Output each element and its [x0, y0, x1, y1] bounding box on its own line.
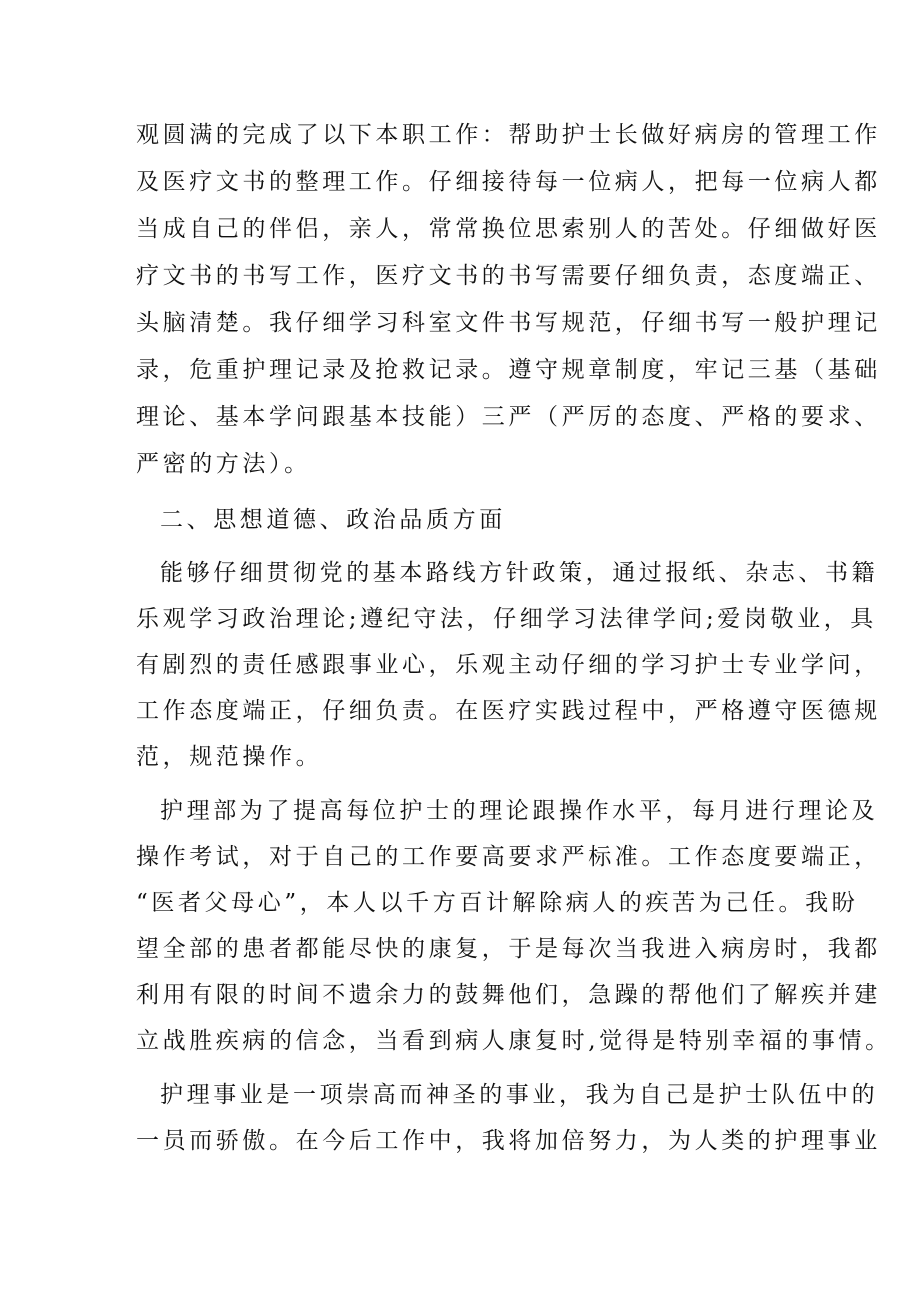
text-line: 范，规范操作。 [136, 744, 323, 770]
text-line: 录，危重护理记录及抢救记录。遵守规章制度，牢记三基（基础 [136, 357, 881, 383]
text-line: 护理事业是一项崇高而神圣的事业，我为自己是护士队伍中的 [160, 1082, 879, 1108]
text-line: 严密的方法）。 [136, 451, 311, 477]
text-line: 工作态度端正，仔细负责。在医疗实践过程中，严格遵守医德规 [136, 698, 881, 724]
text-line: 观圆满的完成了以下本职工作：帮助护士长做好病房的管理工作 [136, 122, 881, 148]
text-line: 操作考试，对于自己的工作要高要求严标准。工作态度要端正， [136, 844, 881, 870]
text-line: 及医疗文书的整理工作。仔细接待每一位病人，把每一位病人都 [136, 169, 881, 195]
section-heading: 二、思想道德、政治品质方面 [160, 507, 506, 533]
text-line: 理论、基本学问跟基本技能）三严（严厉的态度、严格的要求、 [136, 404, 881, 430]
text-line: 望全部的患者都能尽快的康复，于是每次当我进入病房时，我都 [136, 936, 881, 962]
text-line: 疗文书的书写工作，医疗文书的书写需要仔细负责，态度端正、 [136, 263, 881, 289]
text-line: 护理部为了提高每位护士的理论跟操作水平，每月进行理论及 [160, 798, 879, 824]
text-line: 一员而骄傲。在今后工作中，我将加倍努力，为人类的护理事业 [136, 1128, 881, 1154]
text-line: 当成自己的伴侣，亲人，常常换位思索别人的苦处。仔细做好医 [136, 216, 881, 242]
text-line: 头脑清楚。我仔细学习科室文件书写规范，仔细书写一般护理记 [136, 310, 881, 336]
text-line: 能够仔细贯彻党的基本路线方针政策，通过报纸、杂志、书籍 [160, 560, 879, 586]
text-line: 立战胜疾病的信念，当看到病人康复时,觉得是特别幸福的事情。 [136, 1028, 892, 1054]
text-line: 利用有限的时间不遗余力的鼓舞他们，急躁的帮他们了解疾并建 [136, 982, 881, 1008]
text-line: 有剧烈的责任感跟事业心，乐观主动仔细的学习护士专业学问， [136, 652, 881, 678]
text-line: 乐观学习政治理论;遵纪守法，仔细学习法律学问;爱岗敬业，具 [136, 606, 877, 632]
text-line: “医者父母心”，本人以千方百计解除病人的疾苦为己任。我盼 [136, 890, 859, 916]
